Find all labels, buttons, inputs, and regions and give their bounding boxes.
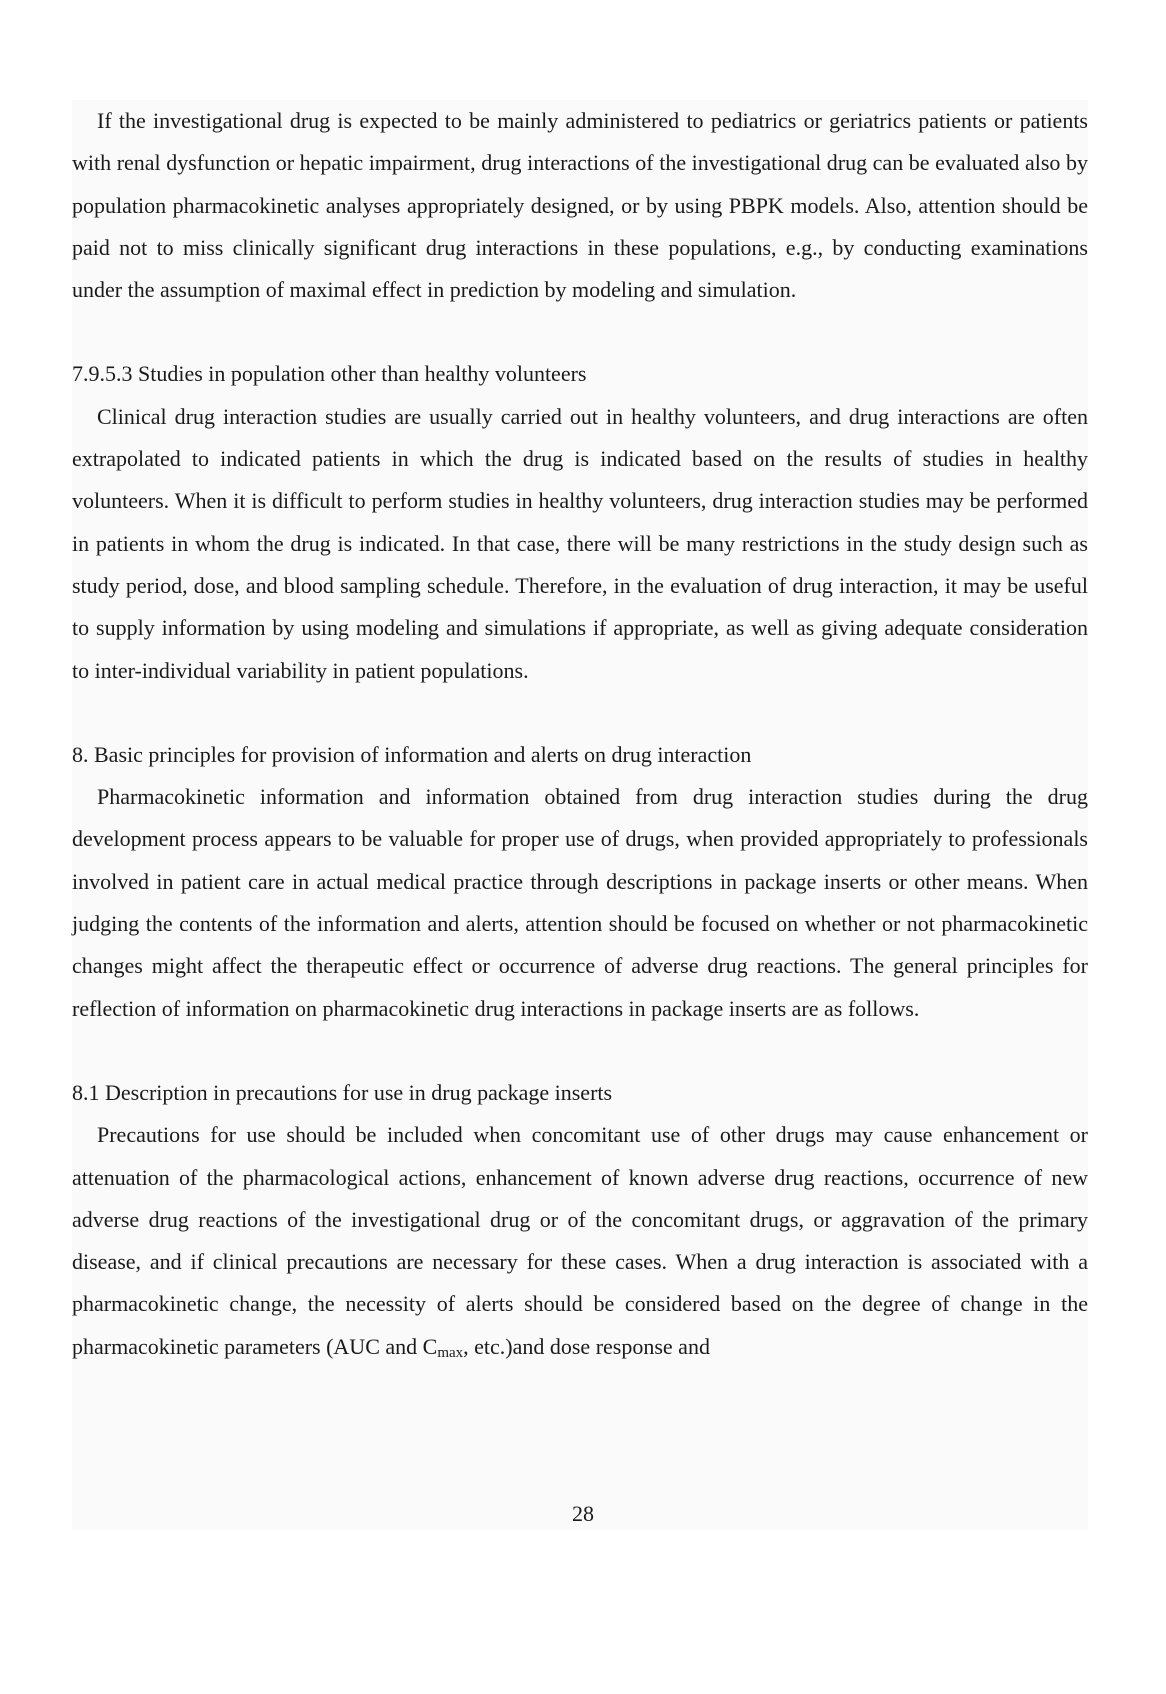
paragraph-text-part-a: Precautions for use should be included when concomitant use of other drugs may cause enhancement or attenuation of the pharmacological actions, enhancement of known adverse drug reactions, occurrence of new adverse drug reactions of the investigational drug or of the concomitant drugs, or aggravation of the primary disease, and if clinical precautions are necessary for these cases. When a drug interaction is associated with a pharmacokinetic change, the necessity of alerts should be considered based on the degree of change in the pharmacokinetic parameters (AUC and C — [72, 1122, 1088, 1359]
page-number: 28 — [572, 1501, 594, 1526]
document-body — [72, 100, 1088, 1374]
paragraph-precautions-for-use — [72, 1114, 1088, 1374]
section-heading-7-9-5-3: 7.9.5.3 Studies in population other than healthy volunteers — [72, 361, 587, 387]
section-heading-8: 8. Basic principles for provision of information and alerts on drug interaction — [72, 741, 752, 767]
paragraph-information-provision: Pharmacokinetic information and information obtained from drug interaction studies during the drug development process appears to be valuable for proper use of drugs, when provided appropriately to professionals involved in patient care in actual medical practice through descriptions in package inserts or other means. When judging the contents of the information and alerts, attention should be focused on whether or not pharmacokinetic changes might affect the therapeutic effect or occurrence of adverse drug reactions. The general principles for reflection of information on pharmacokinetic drug interactions in package inserts are as follows. — [72, 784, 1088, 1021]
paragraph-text-part-b: , etc.)and dose response and — [463, 1333, 710, 1359]
document-page — [72, 100, 1088, 1530]
paragraph-population-pk: If the investigational drug is expected to be mainly administered to pediatrics or geriatrics patients or patients with renal dysfunction or hepatic impairment, drug interactions of the investigational drug can be evaluated also by population pharmacokinetic analyses appropriately designed, or by using PBPK models. Also, attention should be paid not to miss clinically significant drug interactions in these populations, e.g., by conducting examinations under the assumption of maximal effect in prediction by modeling and simulation. — [72, 108, 1088, 303]
paragraph-non-healthy-volunteers: Clinical drug interaction studies are usually carried out in healthy volunteers, and drug interactions are often extrapolated to indicated patients in which the drug is indicated based on the results of studies in healthy volunteers. When it is difficult to perform studies in healthy volunteers, drug interaction studies may be performed in patients in whom the drug is indicated. In that case, there will be many restrictions in the study design such as study period, dose, and blood sampling schedule. Therefore, in the evaluation of drug interaction, it may be useful to supply information by using modeling and simulations if appropriate, as well as giving adequate consideration to inter-individual variability in patient populations. — [72, 403, 1088, 683]
cmax-subscript: max — [437, 1344, 464, 1361]
section-heading-8-1: 8.1 Description in precautions for use in drug package inserts — [72, 1079, 613, 1105]
